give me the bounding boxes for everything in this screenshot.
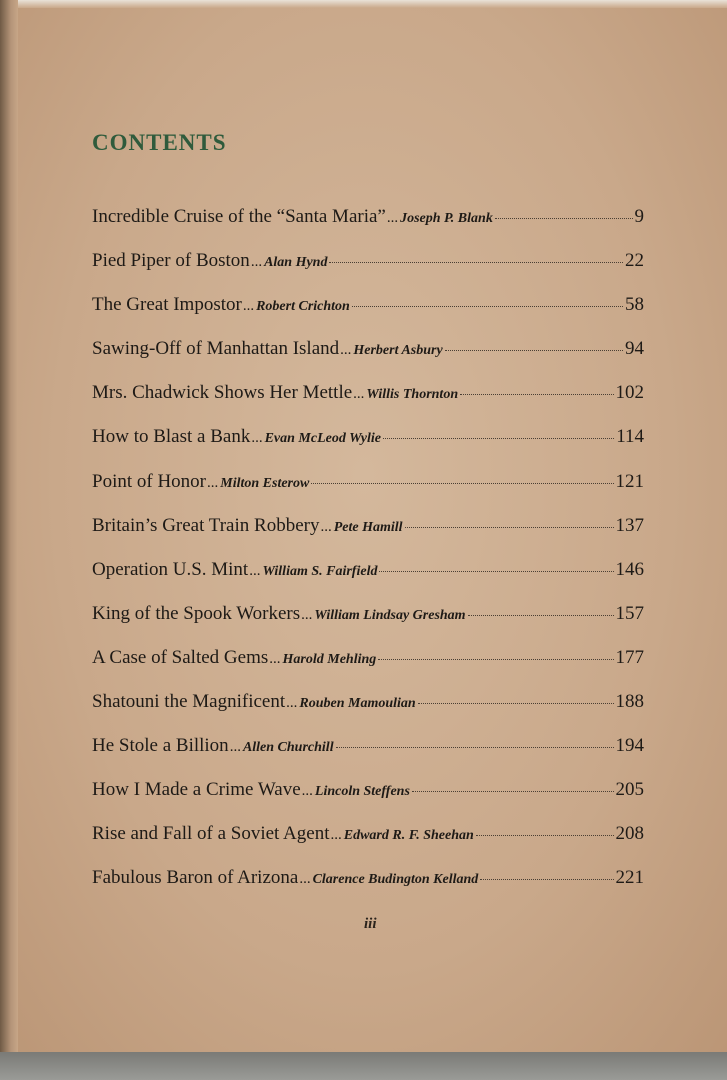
ellipsis: ... — [301, 606, 313, 623]
entry-author: Willis Thornton — [366, 387, 459, 403]
entry-title: The Great Impostor — [92, 294, 242, 316]
entry-title: Shatouni the Magnificent — [92, 691, 286, 713]
entry-page-number: 194 — [615, 735, 644, 757]
dot-leader — [378, 659, 613, 660]
dot-leader — [495, 218, 633, 219]
book-spine-edge — [0, 0, 18, 1056]
entry-author: Lincoln Steffens — [314, 784, 410, 800]
ellipsis: ... — [251, 430, 263, 447]
entry-page-number: 157 — [615, 602, 644, 624]
toc-entry — [92, 515, 644, 559]
entry-author: Edward R. F. Sheehan — [343, 828, 474, 844]
ellipsis: ... — [250, 254, 263, 271]
ellipsis: ... — [269, 650, 281, 667]
entry-page-number: 58 — [625, 294, 644, 316]
dot-leader — [445, 350, 623, 351]
ellipsis: ... — [386, 210, 399, 226]
entry-page-number: 177 — [615, 646, 644, 668]
toc-entry — [92, 206, 644, 250]
entry-page-number: 208 — [615, 823, 644, 845]
entry-author: Joseph P. Blank — [400, 211, 493, 226]
entry-title: Pied Piper of Boston — [92, 250, 250, 272]
ellipsis: ... — [353, 386, 365, 403]
entry-page-number: 205 — [615, 779, 644, 801]
page-folio: iii — [364, 916, 377, 932]
dot-leader — [405, 527, 614, 528]
toc-entry — [92, 294, 644, 338]
background-surface — [0, 1052, 727, 1080]
entry-author: William S. Fairfield — [262, 563, 378, 579]
entry-author: Harold Mehling — [282, 651, 377, 667]
ellipsis: ... — [320, 518, 332, 535]
entry-author: Allen Churchill — [242, 740, 334, 756]
entry-title: A Case of Salted Gems — [92, 646, 269, 668]
toc-entry — [92, 779, 644, 823]
page-top-edge — [0, 0, 727, 8]
ellipsis: ... — [301, 783, 313, 800]
ellipsis: ... — [330, 827, 342, 844]
toc-entry — [92, 867, 644, 911]
dot-leader — [379, 571, 613, 572]
entry-title: Mrs. Chadwick Shows Her Mettle — [92, 382, 353, 404]
dot-leader — [412, 791, 614, 792]
ellipsis: ... — [299, 871, 311, 888]
entry-title: Sawing-Off of Manhattan Island — [92, 338, 340, 360]
entry-page-number: 22 — [625, 250, 644, 272]
entry-page-number: 221 — [615, 867, 644, 889]
toc-entry — [92, 250, 644, 294]
toc-entry — [92, 691, 644, 735]
toc-entry — [92, 471, 644, 515]
entry-author: Clarence Budington Kelland — [312, 872, 479, 888]
entry-page-number: 114 — [616, 426, 644, 448]
entry-author: William Lindsay Gresham — [314, 607, 466, 623]
entry-title: King of the Spook Workers — [92, 602, 301, 624]
ellipsis: ... — [229, 739, 241, 756]
entry-author: Milton Esterow — [220, 475, 310, 491]
entry-title: How I Made a Crime Wave — [92, 779, 301, 801]
table-of-contents — [92, 206, 644, 912]
dot-leader — [336, 747, 614, 748]
toc-entry — [92, 338, 644, 382]
entry-title: Fabulous Baron of Arizona — [92, 867, 299, 889]
entry-title: Rise and Fall of a Soviet Agent — [92, 823, 330, 845]
dot-leader — [352, 306, 623, 307]
dot-leader — [311, 483, 613, 484]
entry-page-number: 137 — [615, 514, 644, 536]
entry-page-number: 9 — [634, 206, 644, 227]
entry-page-number: 188 — [615, 691, 644, 713]
toc-entry — [92, 647, 644, 691]
entry-title: Point of Honor — [92, 470, 206, 492]
dot-leader — [480, 879, 613, 880]
toc-entry — [92, 603, 644, 647]
entry-page-number: 121 — [615, 470, 644, 492]
dot-leader — [329, 262, 623, 263]
entry-title: He Stole a Billion — [92, 735, 229, 757]
entry-page-number: 94 — [625, 338, 644, 360]
entry-title: Operation U.S. Mint — [92, 558, 249, 580]
entry-page-number: 102 — [615, 382, 644, 404]
toc-entry — [92, 823, 644, 867]
entry-author: Pete Hamill — [333, 519, 403, 535]
entry-title: How to Blast a Bank — [92, 426, 251, 448]
entry-author: Evan McLeod Wylie — [264, 431, 381, 447]
ellipsis: ... — [242, 298, 255, 315]
toc-entry — [92, 426, 644, 470]
entry-page-number: 146 — [615, 558, 644, 580]
entry-author: Herbert Asbury — [353, 343, 443, 359]
ellipsis: ... — [207, 474, 219, 491]
dot-leader — [383, 438, 614, 439]
contents-heading: CONTENTS — [92, 130, 227, 155]
toc-entry — [92, 559, 644, 603]
ellipsis: ... — [340, 342, 352, 359]
toc-entry — [92, 735, 644, 779]
dot-leader — [476, 835, 614, 836]
ellipsis: ... — [286, 695, 298, 712]
dot-leader — [468, 615, 614, 616]
entry-title: Incredible Cruise of the “Santa Maria” — [92, 206, 386, 227]
dot-leader — [418, 703, 614, 704]
entry-title: Britain’s Great Train Robbery — [92, 514, 320, 536]
ellipsis: ... — [249, 562, 261, 579]
dot-leader — [460, 394, 613, 395]
toc-entry — [92, 382, 644, 426]
entry-author: Alan Hynd — [264, 255, 328, 271]
entry-author: Robert Crichton — [256, 299, 350, 315]
entry-author: Rouben Mamoulian — [299, 696, 416, 712]
